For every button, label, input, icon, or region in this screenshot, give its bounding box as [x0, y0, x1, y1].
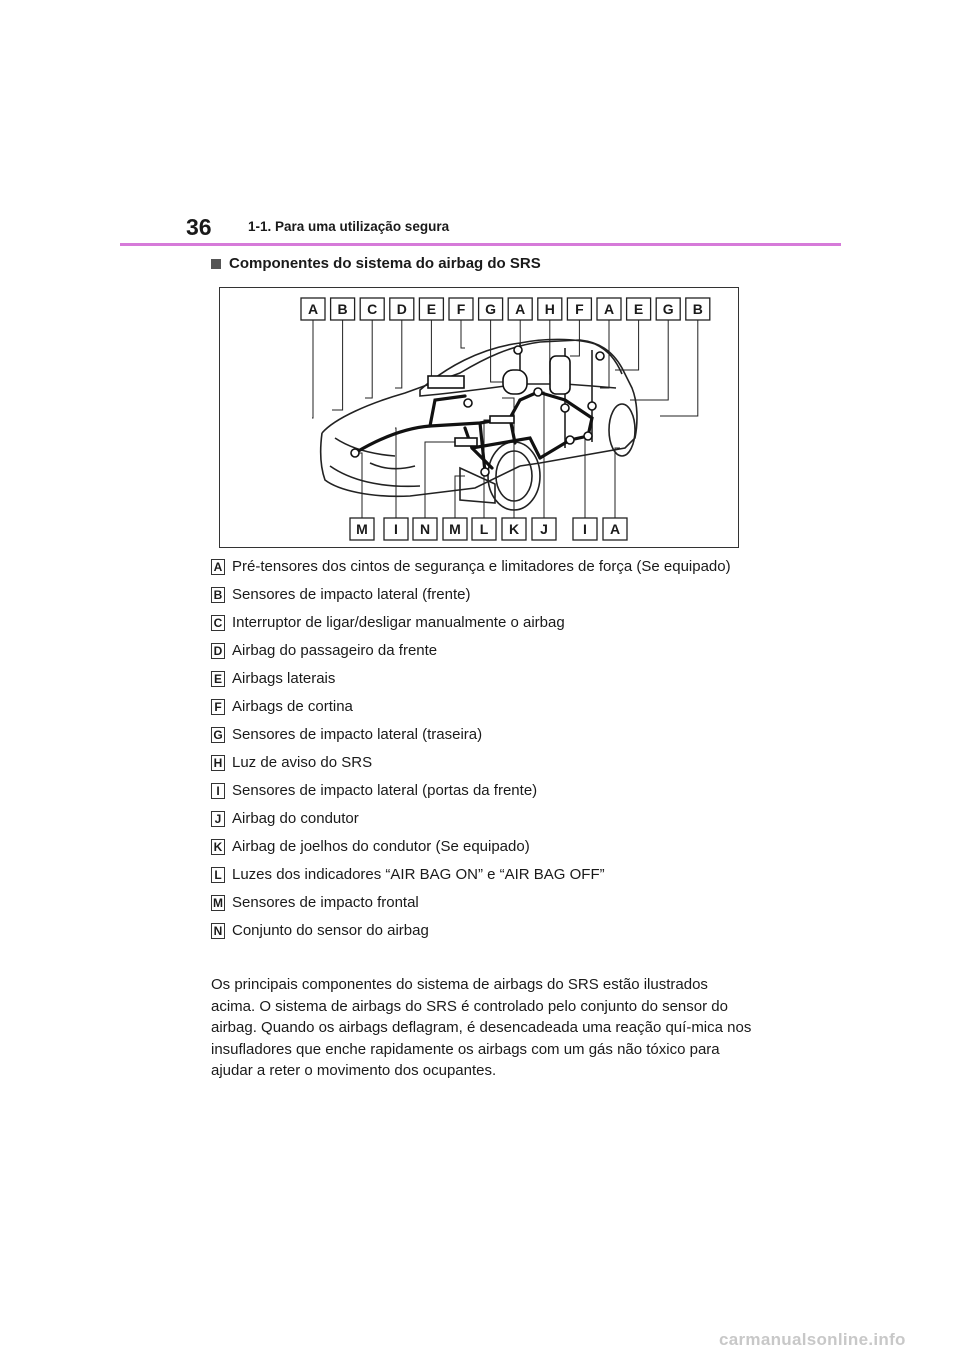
legend-key-badge: M — [213, 896, 223, 910]
header-rule — [120, 243, 841, 246]
figure-label-M — [443, 476, 467, 540]
figure-label-D — [390, 298, 414, 388]
figure-label-I — [573, 436, 597, 540]
svg-text:A: A — [307, 301, 319, 317]
legend-item — [211, 892, 771, 913]
legend-text: Airbag do condutor — [232, 810, 359, 827]
legend-item — [211, 584, 771, 605]
square-bullet-icon — [211, 259, 221, 269]
svg-text:A: A — [603, 301, 615, 317]
figure-label-M — [350, 453, 374, 540]
svg-text:D: D — [396, 301, 407, 317]
svg-text:A: A — [515, 301, 526, 317]
figure-label-A — [603, 448, 627, 540]
svg-text:B: B — [692, 301, 703, 317]
figure-label-B — [331, 298, 355, 410]
legend-text: Airbags de cortina — [232, 698, 353, 715]
figure-label-G — [479, 298, 503, 382]
legend-item — [211, 556, 771, 577]
svg-text:A: A — [609, 521, 621, 537]
svg-text:K: K — [508, 521, 520, 537]
section-title: 1-1. Para uma utilização segura — [248, 219, 450, 234]
legend-key-badge: K — [211, 839, 225, 855]
legend-key-badge: A — [211, 559, 225, 575]
svg-text:N: N — [419, 521, 431, 537]
legend-key-badge: G — [211, 727, 225, 743]
svg-text:J: J — [540, 521, 548, 537]
svg-text:F: F — [575, 301, 584, 317]
legend-text: Airbag do passageiro da frente — [232, 642, 438, 659]
airbag-components-figure — [219, 287, 739, 548]
svg-text:C: C — [367, 301, 378, 317]
legend-key-badge: J — [211, 811, 225, 827]
figure-label-A — [301, 298, 325, 418]
legend-text: Luz de aviso do SRS — [232, 754, 373, 771]
legend-text: Sensores de impacto lateral (frente) — [232, 586, 471, 603]
legend-text: Pré-tensores dos cintos de segurança e limitadores de força (Se equipado) — [232, 558, 731, 575]
legend-key-badge: N — [211, 923, 225, 939]
legend-text: Luzes dos indicadores “AIR BAG ON” e “AIR BAG OFF” — [232, 866, 605, 883]
legend-text: Interruptor de ligar/desligar manualmente o airbag — [232, 614, 565, 631]
subheading — [211, 255, 541, 272]
figure-label-A — [597, 298, 621, 388]
svg-text:M: M — [449, 521, 461, 537]
legend-text: Conjunto do sensor do airbag — [232, 922, 429, 939]
airbag-modules — [351, 346, 604, 476]
legend-key-badge: B — [211, 587, 225, 603]
svg-text:G: G — [662, 301, 674, 317]
legend-key-badge: C — [211, 615, 225, 631]
legend-key-badge: D — [211, 643, 225, 659]
figure-label-F — [567, 298, 591, 356]
legend-item — [211, 864, 771, 885]
legend-item — [211, 696, 771, 717]
legend-item — [211, 808, 771, 829]
legend-text: Airbags laterais — [232, 670, 336, 687]
svg-text:G: G — [485, 301, 497, 317]
svg-text:I: I — [394, 521, 398, 537]
figure-label-F — [449, 298, 473, 348]
car-illustration — [220, 288, 740, 549]
svg-text:F: F — [456, 301, 466, 317]
svg-text:L: L — [479, 521, 489, 537]
legend-key-badge: H — [211, 755, 225, 771]
svg-text:B: B — [337, 301, 348, 317]
legend-item — [211, 612, 771, 633]
body-paragraph: Os principais componentes do sistema de airbags do SRS estão ilustrados acima. O sistema de airbags do SRS é controlado pelo conjunto do sensor do airbag. Quando os airbags deflagram, é desencadeada uma reação quí-mica nos insufladores que enche rapidamente os airbags com um gás não tóxico para ajudar a reter o movimento dos ocupantes. — [211, 976, 752, 1079]
legend-text: Sensores de impacto frontal — [232, 894, 419, 911]
figure-label-I — [384, 428, 408, 540]
svg-text:M: M — [356, 521, 368, 537]
svg-text:E: E — [633, 301, 644, 317]
legend-item — [211, 780, 771, 801]
legend-text: Sensores de impacto lateral (portas da frente) — [232, 782, 538, 799]
legend-key-badge: I — [211, 783, 225, 799]
top-label-row — [301, 298, 710, 418]
legend-item — [211, 668, 771, 689]
page-number: 36 — [186, 214, 212, 240]
svg-text:I: I — [583, 521, 587, 537]
legend-list — [211, 556, 771, 948]
svg-text:H: H — [544, 301, 555, 317]
legend-text: Sensores de impacto lateral (traseira) — [232, 726, 483, 743]
legend-item — [211, 920, 771, 941]
legend-key-badge: L — [211, 867, 225, 883]
legend-key-badge: F — [211, 699, 225, 715]
figure-label-C — [360, 298, 384, 398]
svg-text:E: E — [426, 301, 437, 317]
legend-text: Airbag de joelhos do condutor (Se equipado) — [232, 838, 530, 855]
figure-label-E — [419, 298, 443, 382]
subheading-text: Componentes do sistema do airbag do SRS — [229, 255, 541, 272]
legend-item — [211, 640, 771, 661]
legend-item — [211, 836, 771, 857]
figure-label-J — [532, 392, 556, 540]
watermark: carmanualsonline.info — [719, 1330, 906, 1349]
legend-key-badge: E — [211, 671, 225, 687]
legend-item — [211, 724, 771, 745]
legend-item — [211, 752, 771, 773]
